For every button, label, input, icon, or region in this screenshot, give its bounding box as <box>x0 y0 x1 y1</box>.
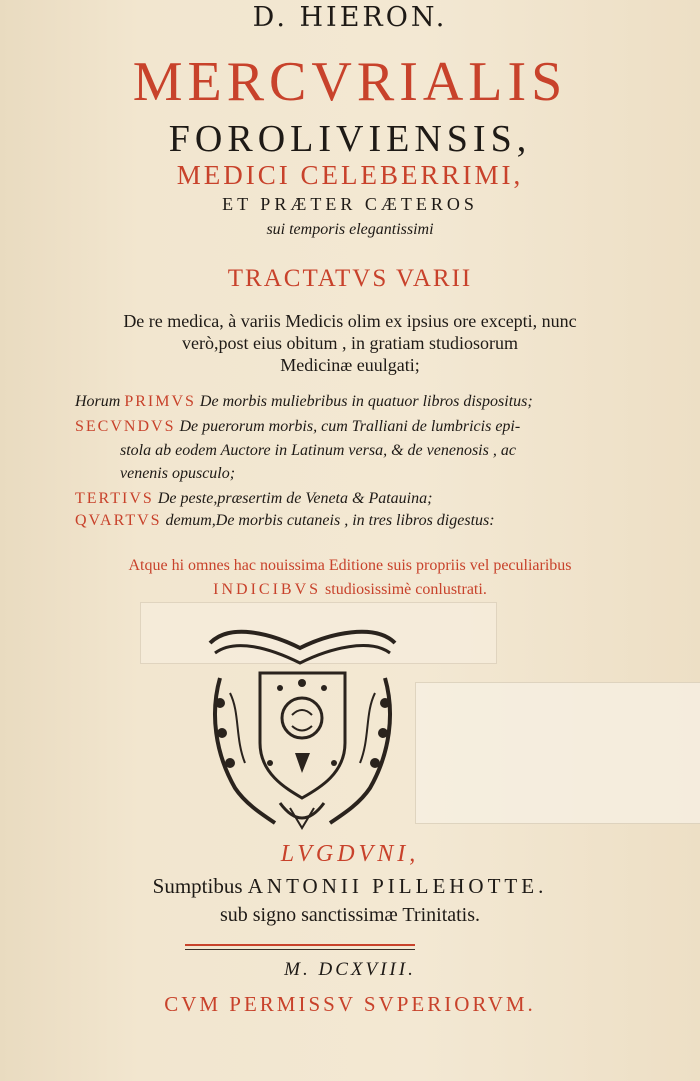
permission-line: CVM PERMISSV SVPERIORVM. <box>164 992 536 1016</box>
treatise-text-secundus-3: venenis opusculo; <box>120 465 236 482</box>
author-epithet: MEDICI CELEBERRIMI, <box>176 160 524 190</box>
treatise-ordinal-primus: PRIMVS <box>124 393 196 410</box>
intro-line-1: De re medica, à variis Medicis olim ex ipsius ore excepti, nunc <box>123 311 577 331</box>
treatise-text-tertius: De peste,præsertim de Veneta & Patauina; <box>157 490 433 507</box>
publisher-name: ANTONII PILLEHOTTE. <box>247 874 548 898</box>
treatise-primus <box>75 393 533 411</box>
praise-line: ET PRÆTER CÆTEROS <box>222 194 478 214</box>
printers-device-ornament-icon <box>200 623 405 833</box>
intro-line-3: Medicinæ euulgati; <box>280 355 420 375</box>
paper-repair-patch <box>415 682 700 824</box>
treatise-ordinal-secundus: SECVNDVS <box>75 418 176 435</box>
treatise-quartus <box>75 512 495 530</box>
treatise-tertius <box>75 490 432 508</box>
publisher-line <box>0 874 700 899</box>
author-origin: FOROLIVIENSIS, <box>168 118 532 160</box>
author-prefix: D. HIERON. <box>252 2 448 33</box>
edition-line: Atque hi omnes hac nouissima Editione suis propriis vel peculiaribus <box>128 557 572 574</box>
treatise-text-secundus-2: stola ab eodem Auctore in Latinum versa, & de venenosis , ac <box>120 442 516 459</box>
treatise-text-quartus: demum,De morbis cutaneis , in tres libros digestus: <box>165 512 495 529</box>
treatise-lead: Horum <box>75 393 121 410</box>
indicibus-rest: studiosissimè conlustrati. <box>325 581 487 598</box>
praise-italic: sui temporis elegantissimi <box>266 221 434 238</box>
rule-black <box>185 949 415 950</box>
rule-red-top <box>185 944 415 946</box>
indicibus-line <box>0 581 700 599</box>
year-line: M. DCXVIII. <box>284 959 416 980</box>
author-name: MERCVRIALIS <box>132 51 568 113</box>
place-line: LVGDVNI, <box>280 841 420 867</box>
publisher-lead: Sumptibus <box>152 874 243 898</box>
work-title: TRACTATVS VARII <box>227 265 473 292</box>
treatise-ordinal-quartus: QVARTVS <box>75 512 162 529</box>
indicibus-word: INDICIBVS <box>213 581 322 598</box>
treatise-text-primus: De morbis muliebribus in quatuor libros dispositus; <box>199 393 533 410</box>
treatise-text-secundus-1: De puerorum morbis, cum Tralliani de lumbricis epi- <box>179 418 521 435</box>
treatise-secundus <box>75 418 520 436</box>
treatise-ordinal-tertius: TERTIVS <box>75 490 154 507</box>
publisher-sign: sub signo sanctissimæ Trinitatis. <box>219 904 481 926</box>
intro-line-2: verò,post eius obitum , in gratiam studiosorum <box>182 333 518 353</box>
